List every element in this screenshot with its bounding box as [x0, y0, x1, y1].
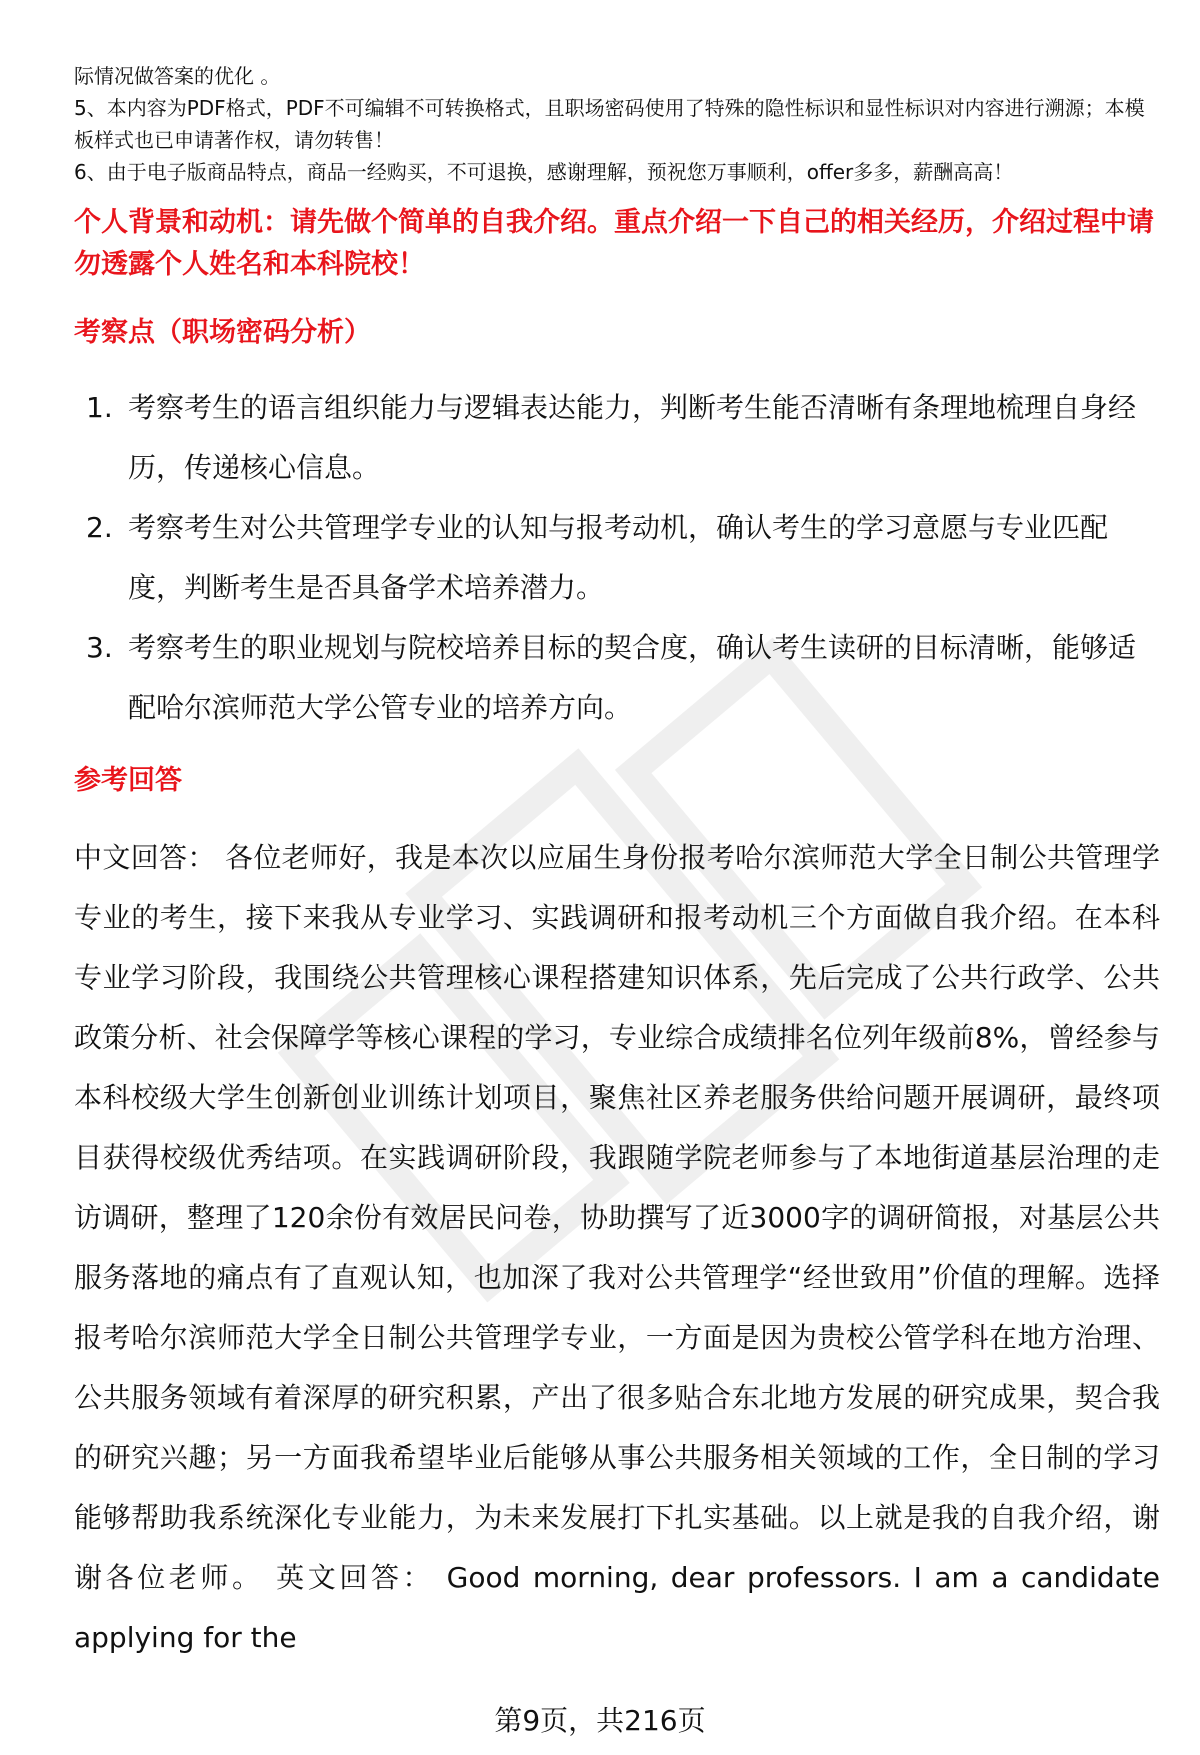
point-number: 1. [86, 391, 113, 424]
note-line-1: 际情况做答案的优化 。 [74, 64, 281, 88]
assessment-points [74, 378, 1160, 738]
note-line-3: 6、由于电子版商品特点，商品一经购买，不可退换，感谢理解，预祝您万事顺利，offer多多，薪酬高高！ [74, 160, 1014, 184]
point-number: 2. [86, 511, 113, 544]
assessment-heading: 考察点（职场密码分析） [74, 317, 371, 348]
assessment-point-2 [74, 498, 1160, 618]
answer-heading: 参考回答 [74, 765, 182, 796]
answer-body: 中文回答： 各位老师好，我是本次以应届生身份报考哈尔滨师范大学全日制公共管理学专业的考生，接下来我从专业学习、实践调研和报考动机三个方面做自我介绍。在本科专业学习阶段，我围绕公共管理核心课程搭建知识体系，先后完成了公共行政学、公共政策分析、社会保障学等核心课程的学习，专业综合成绩排名位列年级前8%，曾经参与本科校级大学生创新创业训练计划项目，聚焦社区养老服务供给问题开展调研，最终项目获得校级优秀结项。在实践调研阶段，我跟随学院老师参与了本地街道基层治理的走访调研，整理了120余份有效居民问卷，协助撰写了近3000字的调研简报，对基层公共服务落地的痛点有了直观认知，也加深了我对公共管理学“经世致用”价值的理解。选择报考哈尔滨师范大学全日制公共管理学专业，一方面是因为贵校公管学科在地方治理、公共服务领域有着深厚的研究积累，产出了很多贴合东北地方发展的研究成果，契合我的研究兴趣；另一方面我希望毕业后能够从事公共服务相关领域的工作，全日制的学习能够帮助我系统深化专业能力，为未来发展打下扎实基础。以上就是我的自我介绍，谢谢各位老师。 英文回答： Good morning, dear professors. I am a candidate applying for the [74, 841, 1160, 1654]
page-number-footer: 第9页，共216页 [494, 1704, 706, 1737]
assessment-point-3 [74, 618, 1160, 738]
point-text: 考察考生的语言组织能力与逻辑表达能力，判断考生能否清晰有条理地梳理自身经历，传递核心信息。 [128, 391, 1137, 484]
note-line-2: 5、本内容为PDF格式，PDF不可编辑不可转换格式，且职场密码使用了特殊的隐性标识和显性标识对内容进行溯源；本模板样式也已申请著作权，请勿转售！ [74, 96, 1145, 152]
document-page [74, 60, 1160, 1668]
assessment-point-1 [74, 378, 1160, 498]
point-text: 考察考生对公共管理学专业的认知与报考动机，确认考生的学习意愿与专业匹配度，判断考生是否具备学术培养潜力。 [128, 511, 1109, 604]
question-heading: 个人背景和动机：请先做个简单的自我介绍。重点介绍一下自己的相关经历，介绍过程中请勿透露个人姓名和本科院校！ [74, 207, 1154, 280]
point-number: 3. [86, 631, 113, 664]
point-text: 考察考生的职业规划与院校培养目标的契合度，确认考生读研的目标清晰，能够适配哈尔滨师范大学公管专业的培养方向。 [128, 631, 1137, 724]
